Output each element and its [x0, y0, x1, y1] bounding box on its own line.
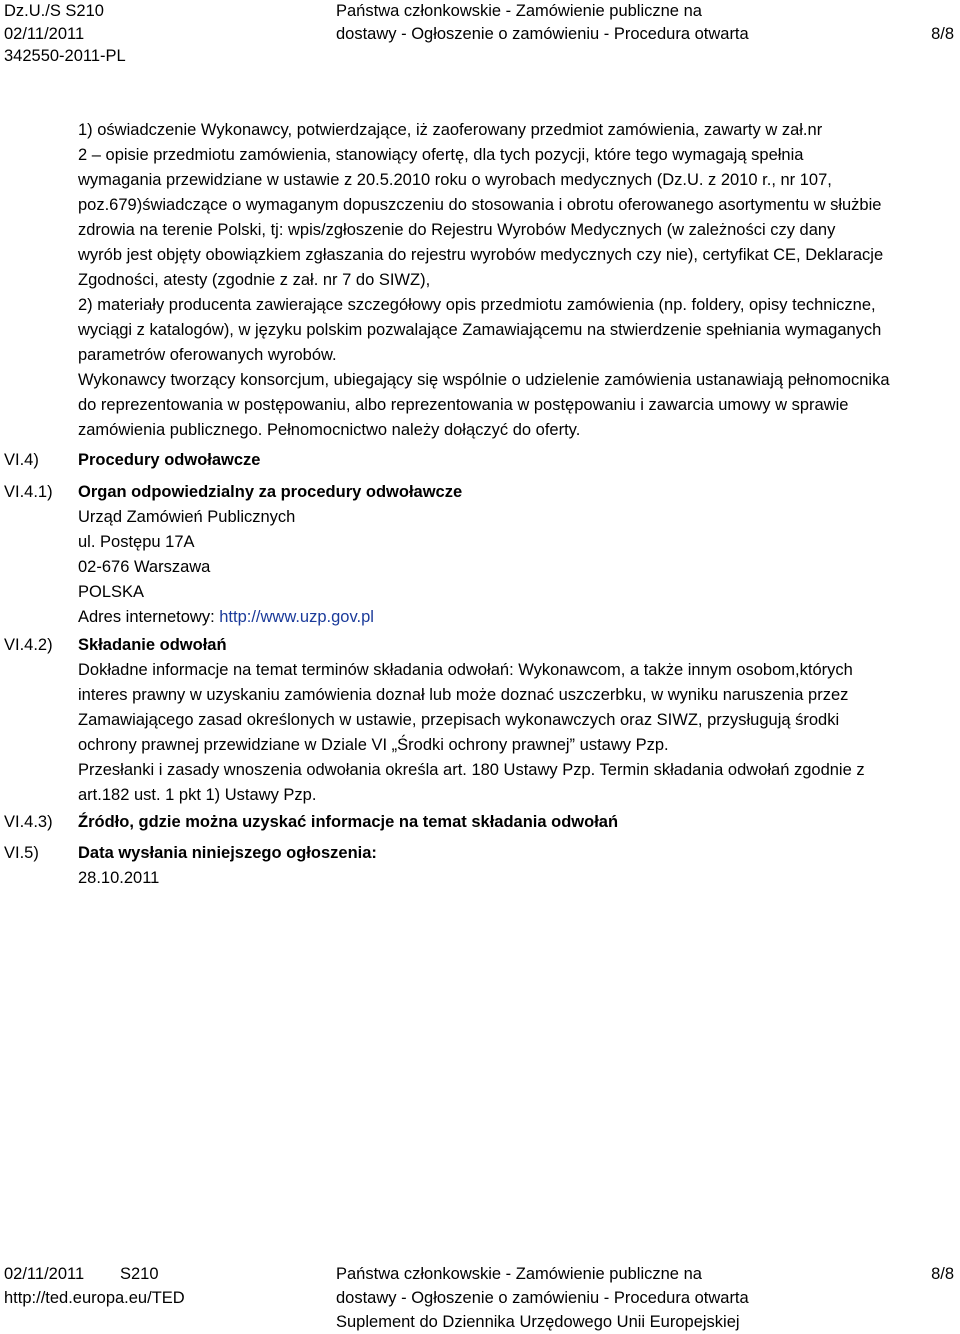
text-line: do reprezentowania w postępowaniu, albo reprezentowania w postępowaniu i zawarcia umowy w sprawie — [78, 396, 849, 414]
text-line: interes prawny w uzyskaniu zamówienia doznał lub może doznać uszczerbku, w wyniku naruszenia przez — [78, 686, 849, 704]
text-line: wymagania przewidziane w ustawie z 20.5.2010 roku o wyrobach medycznych (Dz.U. z 2010 r., nr 107, — [78, 171, 832, 189]
section-number-vi43: VI.4.3) — [4, 813, 53, 831]
section-title-vi4: Procedury odwoławcze — [78, 451, 261, 469]
notice-number: 342550-2011-PL — [4, 47, 126, 65]
text-line: wyrób jest objęty obowiązkiem zgłaszania do rejestru wyrobów medycznych czy nie), certyfikat CE, Deklaracje — [78, 246, 884, 264]
journal-ref: Dz.U./S S210 — [4, 2, 104, 20]
header-left — [4, 0, 126, 68]
text-line: parametrów oferowanych wyrobów. — [78, 346, 337, 364]
text-line: Dokładne informacje na temat terminów składania odwołań: Wykonawcom, a także innym osobom,których — [78, 661, 853, 679]
text-line: 1) oświadczenie Wykonawcy, potwierdzające, iż zaoferowany przedmiot zamówienia, zawarty w zał.nr — [78, 121, 823, 139]
footer-series: S210 — [120, 1265, 159, 1283]
section-number-vi5: VI.5) — [4, 844, 39, 862]
section-title-vi43: Źródło, gdzie można uzyskać informacje na temat składania odwołań — [78, 813, 619, 831]
web-address-row — [78, 605, 956, 630]
section-vi5 — [78, 841, 956, 891]
footer-title-line-2: dostawy - Ogłoszenie o zamówieniu - Procedura otwarta — [336, 1289, 749, 1307]
footer-date: 02/11/2011 — [4, 1265, 85, 1283]
text-line: wyciągi z katalogów), w języku polskim pozwalające Zamawiającemu na stwierdzenie spełniania wymaganych — [78, 321, 882, 339]
footer-title-line-1: Państwa członkowskie - Zamówienie publiczne na — [336, 1265, 702, 1283]
text-line: 2) materiały producenta zawierające szczegółowy opis przedmiotu zamówienia (np. foldery, opisy techniczne, — [78, 296, 876, 314]
header-date: 02/11/2011 — [4, 24, 85, 43]
text-line: Zamawiającego zasad określonych w ustawie, przepisach wykonawczych oraz SIWZ, przysługują środki — [78, 711, 840, 729]
section-title-vi41: Organ odpowiedzialny za procedury odwoławcze — [78, 483, 463, 501]
dispatch-date: 28.10.2011 — [78, 869, 160, 887]
text-line: zamówienia publicznego. Pełnomocnictwo należy dołączyć do oferty. — [78, 421, 581, 439]
web-address-link[interactable]: http://www.uzp.gov.pl — [219, 608, 374, 626]
authority-country: POLSKA — [78, 583, 145, 601]
section-number-vi42: VI.4.2) — [4, 636, 53, 654]
header-page-number: 8/8 — [931, 25, 954, 43]
section-title-vi42: Składanie odwołań — [78, 636, 227, 654]
footer-center — [336, 1262, 749, 1334]
text-line: Wykonawcy tworzący konsorcjum, ubiegający się wspólnie o udzielenie zamówienia ustanawiają pełnomocnika — [78, 371, 890, 389]
section-number-vi41: VI.4.1) — [4, 483, 53, 501]
intro-paragraph — [78, 118, 956, 443]
footer-url[interactable]: http://ted.europa.eu/TED — [4, 1289, 185, 1307]
text-line: poz.679)świadczące o wymaganym dopuszczeniu do stosowania i obrotu oferowanego asortymentu w służbie — [78, 196, 882, 214]
header-title-line-2: dostawy - Ogłoszenie o zamówieniu - Procedura otwarta — [336, 24, 749, 43]
header-center — [336, 0, 749, 45]
page-header — [0, 0, 960, 70]
web-address-label: Adres internetowy: — [78, 608, 220, 626]
text-line: art.182 ust. 1 pkt 1) Ustawy Pzp. — [78, 786, 317, 804]
text-line: Przesłanki i zasady wnoszenia odwołania określa art. 180 Ustawy Pzp. Termin składania odwołań zgodnie z — [78, 761, 865, 779]
page-footer — [0, 1262, 960, 1334]
footer-page-number: 8/8 — [931, 1265, 954, 1283]
section-vi42 — [78, 633, 956, 808]
text-line: Zgodności, atesty (zgodnie z zał. nr 7 do SIWZ), — [78, 271, 431, 289]
section-title-vi5: Data wysłania niniejszego ogłoszenia: — [78, 844, 377, 862]
authority-name: Urząd Zamówień Publicznych — [78, 508, 296, 526]
authority-street: ul. Postępu 17A — [78, 533, 195, 551]
text-line: 2 – opisie przedmiotu zamówienia, stanowiący ofertę, dla tych pozycji, które tego wymagają spełnia — [78, 146, 804, 164]
footer-left — [4, 1262, 185, 1310]
footer-title-line-3: Suplement do Dziennika Urzędowego Unii Europejskiej — [336, 1313, 740, 1331]
text-line: zdrowia na terenie Polski, tj: wpis/zgłoszenie do Rejestru Wyrobów Medycznych (w zależności czy dany — [78, 221, 836, 239]
text-line: ochrony prawnej przewidziane w Dziale VI „Środki ochrony prawnej” ustawy Pzp. — [78, 736, 669, 754]
section-number-vi4: VI.4) — [4, 451, 39, 469]
authority-city: 02-676 Warszawa — [78, 558, 211, 576]
section-vi41 — [78, 480, 956, 630]
header-title-line-1: Państwa członkowskie - Zamówienie publiczne na — [336, 2, 702, 20]
